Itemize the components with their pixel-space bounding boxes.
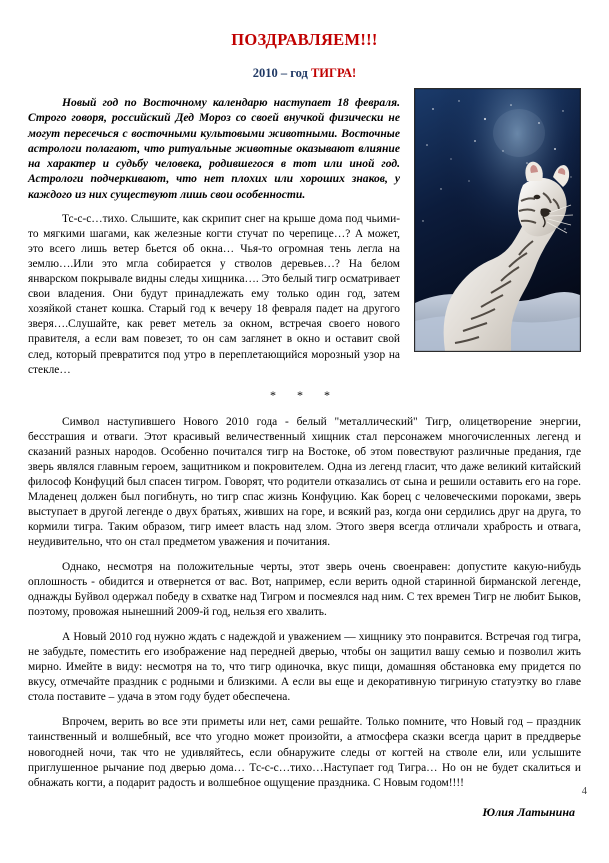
page-subtitle <box>28 66 581 81</box>
paragraph-final: Впрочем, верить во все эти приметы или нет, сами решайте. Только помните, что Новый год – праздник таинственный и волшебный, все что угодно может произойти, а атмосфера сказки всегда царит в преддверье новогодней ночи, так что не удивляйтесь, если обнаружите следы от когтей на стволе ели, или услышите приглушенное рычание под дверью дома… Тс-с-с…тихо…Наступает год Тигра… Но он не будет скалиться и обнажать когти, а подарит радость и волшебное ощущение праздника. С Новым годом!!!! <box>28 716 581 789</box>
page-number: 4 <box>581 786 587 797</box>
author-signature: Юлия Латынина <box>482 804 575 819</box>
paragraph-symbol: Символ наступившего Нового 2010 года - белый "металлический" Тигр, олицетворение энергии, бесстрашия и отваги. Этот красивый величественный хищник стал персонажем многочисленных легенд и сказаний разных народов. Особенно почитался тигр на Востоке, об этом повествуют различные предания, где зверь являлся главным героем, защитником и покровителем. Одна из легенд гласит, что даже великий китайский философ Конфуций был спасен тигром. Говорят, что родители отказались от сына и решили оставить его на горе. Младенец должен был погибнуть, но тигр спас жизнь Конфуцию. Как борец с человеческими пороками, зверь выступает в другой легенде о двух братьях, живших на горе, и всякий раз, когда они сердились друг на друга, то кормили тигра. Таким образом, тигр имеет власть над злом. Этого зверя всегда отличали храбрость и отвага, неудивительно, что он стал предметом уважения и почитания. <box>28 415 581 548</box>
paragraph-snow: Тс-с-с…тихо. Слышите, как скрипит снег на крыше дома под чьими-то мягкими шагами, как железные когти стучат по черепице…? А может, это всего лишь ветер бьется об окна… Чья-то огромная тень легла на землю….Или это мгла собирается у стволов деревьев…? На белом январском покрывале видны следы хищника…. Это белый тигр осматривает свои владения. Они будут принадлежать ему только один год, затем хозяйкой станет кошка. Старый год к вечеру 18 февраля падет на другого зверя….Слушайте, как ревет метель за окном, встречая своего нового правителя, а если вам повезет, то он сам заглянет в окно и оставит свой след, который превратится под утро в переплетающийся морозный узор на стекле… <box>28 213 400 376</box>
paragraph-however: Однако, несмотря на положительные черты, этот зверь очень своенравен: допустите какую-нибудь оплошность - обидится и отвернется от вас. Вот, например, если верить одной старинной бирманской легенде, однажды Буйвол одержал победу в схватке над Тигром и посмеялся над ним. С тех времен Тигр не любит Быков, поэтому, провожая нынешний 2009-й год, нельзя его хвалить. <box>28 561 581 619</box>
page-title: ПОЗДРАВЛЯЕМ!!! <box>231 30 378 49</box>
document-body <box>28 30 581 820</box>
subtitle-tiger: ТИГРА! <box>310 66 357 80</box>
white-tiger-illustration <box>415 89 580 351</box>
paragraph-intro: Новый год по Восточному календарю наступает 18 февраля. Строго говоря, российский Дед Мороз со своей внучкой физически не могут пересечься с восточными культовыми животными. Восточные астрологи полагают, что ритуальные животные оказывают влияние на характер и судьбу человека, родившегося в тот или иной год. Астрологи подчеркивают, что нет плохих или хороших знаков, у каждого из них существуют лишь свои особенности. <box>28 96 400 201</box>
main-text-column <box>28 415 581 820</box>
section-divider: * * * <box>270 387 339 402</box>
subtitle-year: 2010 – год <box>252 66 311 80</box>
wrapped-text-column <box>28 95 400 378</box>
white-tiger-photo <box>414 88 581 352</box>
paragraph-newyear: А Новый 2010 год нужно ждать с надеждой и уважением — хищнику это понравится. Встречая год тигра, не забудьте, поместить его изображение над передней дверью, чтобы он защитил вашу семью и позволил жить мирно. Имейте в виду: несмотря на то, что тигр одиночка, вкус пищи, домашняя обстановка ему придется по вкусу, отмечайте праздник с родными и близкими. А если вы еще и декоративную тигриную статуэтку во главе стола поставите – удача в этом году будет обеспечена. <box>28 631 581 704</box>
